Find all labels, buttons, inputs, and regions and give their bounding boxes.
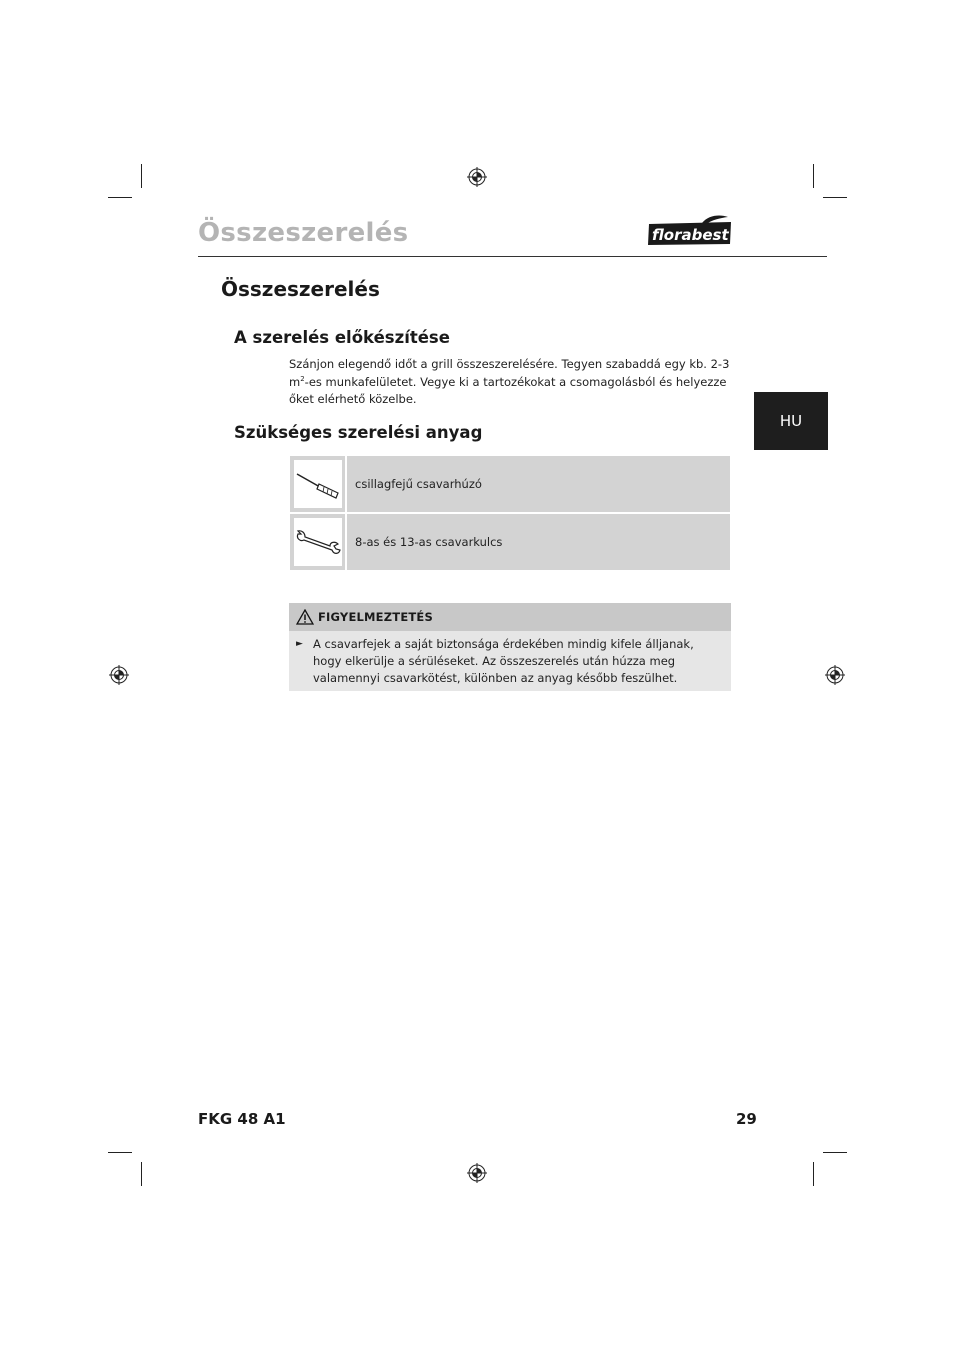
tools-table xyxy=(290,456,730,572)
brand-logo xyxy=(646,215,734,247)
superscript: 2 xyxy=(300,374,305,383)
prep-paragraph xyxy=(289,356,734,409)
prep-text-part: -es munkafelületet. Vegye ki a tartozékokat a csomagolásból és helyezze őket elérhető közelbe. xyxy=(289,374,727,406)
registration-mark-icon xyxy=(825,665,845,685)
crop-mark xyxy=(108,197,132,198)
registration-mark-icon xyxy=(467,1163,487,1183)
crop-mark xyxy=(823,1152,847,1153)
crop-mark xyxy=(141,1162,142,1186)
prep-text-part: Szánjon elegendő időt a grill összeszerelésére. Tegyen szabaddá egy kb. 2-3 m xyxy=(289,357,730,389)
warning-text: A csavarfejek a saját biztonsága érdekében mindig kifele álljanak, hogy elkerülje a sérüléseket. Az összeszerelés után húzza meg valamennyi csavarkötést, különben az anyag később feszülhet. xyxy=(313,637,694,685)
crop-mark xyxy=(823,197,847,198)
crop-mark xyxy=(813,164,814,188)
registration-mark-icon xyxy=(109,665,129,685)
tool-icon-cell xyxy=(290,456,347,512)
page-number: 29 xyxy=(736,1110,757,1128)
tool-row xyxy=(290,514,730,570)
bullet-arrow-icon: ► xyxy=(296,639,303,649)
header-divider xyxy=(198,256,827,257)
crop-mark xyxy=(141,164,142,188)
tool-image xyxy=(294,460,342,508)
tools-heading: Szükséges szerelési anyag xyxy=(234,423,483,442)
crop-mark xyxy=(108,1152,132,1153)
florabest-logo-icon xyxy=(646,215,734,247)
tool-row xyxy=(290,456,730,512)
warning-title: FIGYELMEZTETÉS xyxy=(318,610,433,624)
tool-label: csillagfejű csavarhúzó xyxy=(355,477,482,491)
crop-mark xyxy=(813,1162,814,1186)
logo-text: florabest xyxy=(652,226,729,244)
warning-header xyxy=(289,603,731,631)
prep-heading: A szerelés előkészítése xyxy=(234,328,450,347)
language-tab: HU xyxy=(754,392,828,450)
wrench-icon xyxy=(294,518,342,566)
warning-triangle-icon xyxy=(296,609,314,625)
warning-box xyxy=(289,603,731,691)
warning-body xyxy=(289,631,731,691)
section-title: Összeszerelés xyxy=(221,277,380,301)
tool-image xyxy=(294,518,342,566)
header-title: Összeszerelés xyxy=(198,218,409,248)
screwdriver-icon xyxy=(294,460,342,508)
footer-model: FKG 48 A1 xyxy=(198,1110,286,1128)
tool-label: 8-as és 13-as csavarkulcs xyxy=(355,535,503,549)
registration-mark-icon xyxy=(467,167,487,187)
tool-icon-cell xyxy=(290,514,347,570)
